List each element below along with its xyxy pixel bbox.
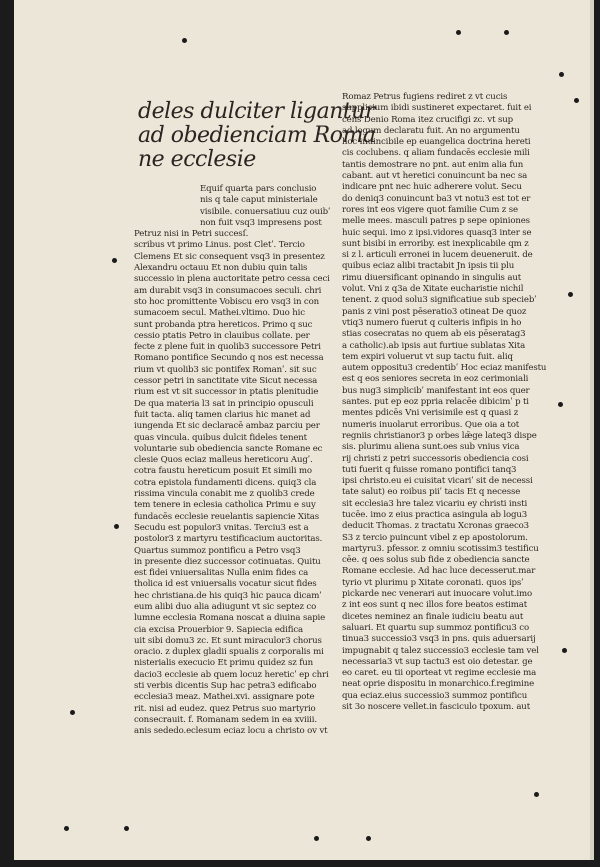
ink-speck bbox=[456, 30, 461, 35]
text-line: eo caret. eu tii oporteat vt regime ecclesie ma bbox=[342, 668, 537, 679]
text-line: lumne ecclesia Romana noscat a diuina sapie bbox=[134, 613, 326, 624]
ink-speck bbox=[562, 648, 567, 653]
text-line: regniis christianor3 p orbes lǣge lateq3 dispe bbox=[342, 430, 537, 441]
text-line: fundacēs ecclesie reuelantis sapiencie Xitas bbox=[134, 511, 320, 522]
text-line: dacio3 ecclesie ab quem locuz hereticʹ ep chri bbox=[134, 669, 329, 680]
text-line: neat oprie dispositu in monarchico.f.regimine bbox=[342, 679, 535, 690]
text-line: cabant. aut vt heretici conuincunt ba nec sa bbox=[342, 171, 528, 182]
text-line: successio in plena auctoritate petro cessa ceci bbox=[134, 274, 330, 285]
text-line: consecrauit. f. Romanam sedem in ea xviiii. bbox=[134, 714, 317, 725]
text-line: Equif quarta pars conclusio bbox=[200, 184, 317, 194]
text-line: quas vincula. quibus dulcit fideles tenent bbox=[134, 432, 307, 443]
text-line: rimu diuersificant opinando in singulis aut bbox=[342, 272, 522, 283]
text-line: rij christi z petri successoris obediencia cosi bbox=[342, 453, 529, 464]
heading-line: deles dulciter ligantur bbox=[138, 99, 375, 124]
ink-speck bbox=[559, 72, 564, 77]
heading-line: ne ecclesie bbox=[138, 147, 256, 172]
text-line: fecte z plene fuit in quolib3 successore Petri bbox=[134, 342, 321, 353]
text-line: cens Denio Roma itez crucifigi zc. vt sup bbox=[342, 114, 514, 125]
text-line: tantis demostrare no pnt. aut enim alia fun bbox=[342, 159, 524, 170]
text-line: voluntarie sub obediencia sancte Romane ec bbox=[134, 443, 323, 454]
right-column bbox=[342, 92, 568, 713]
text-line: tyrio vt plurimu p Xitate coronati. quos ipsʹ bbox=[342, 577, 524, 588]
text-line: Secudu est populor3 vnitas. Terciu3 est a bbox=[134, 522, 309, 533]
text-line: tate salut) eo roibus piiʹ tacis Et q necesse bbox=[342, 487, 521, 498]
text-line: tem tenere in eclesia catholica Primu e suy bbox=[134, 500, 316, 511]
text-line: sunt bisibi in erroriby. est inexplicabile qm z bbox=[342, 238, 529, 249]
text-line: Romane ecclesie. Ad hac luce decesserut.mar bbox=[342, 566, 536, 577]
text-line: z int eos sunt q nec illos fore beatos estimat bbox=[342, 600, 528, 611]
ink-speck bbox=[314, 836, 319, 841]
text-line: Quartus summoz pontificu a Petro vsq3 bbox=[134, 545, 301, 556]
text-line: melle mees. masculi patres p sepe opiniones bbox=[342, 216, 530, 227]
text-line: visibile. conuersatiuu cuz ouibʹ bbox=[200, 206, 331, 217]
text-line: oracio. z duplex gladii spualis z corporalis mi bbox=[134, 647, 324, 658]
text-line: do deniq3 conuincunt ba3 vt notu3 est tot er bbox=[342, 193, 531, 204]
text-line: santes. put ep eoz ppria relacēe dibicimʹ p ti bbox=[342, 397, 529, 408]
text-line: Alexandru octauu Et non dubiu quin talis bbox=[134, 263, 308, 274]
text-line: iungenda Et sic declaracē ambaz parciu per bbox=[134, 421, 320, 432]
text-line: Petruz nisi in Petri succesſ. bbox=[134, 229, 249, 240]
text-line: indicare pnt nec huic adherere volut. Secu bbox=[342, 182, 522, 193]
ink-speck bbox=[504, 30, 509, 35]
text-line: ecclesia3 meaz. Mathei.xvi. assignare pote bbox=[134, 692, 315, 703]
text-line: rores int eos vigere quot familie Cum z se bbox=[342, 204, 518, 215]
text-line: cotra epistola fundamenti dicens. quiq3 cla bbox=[134, 477, 317, 488]
text-line: rit. nisi ad eudez. quez Petrus suo martyrio bbox=[134, 703, 316, 714]
text-line: autem oppositu3 credentibʹ Hoc eciaz manifestu bbox=[342, 363, 547, 374]
text-line: clesie Quos eciaz malleus hereticoru Augʹ. bbox=[134, 455, 313, 466]
text-line: postolor3 z martyru testificacium auctoritas. bbox=[134, 534, 323, 545]
text-line: mentes pdicēs Vni verisimile est q quasi z bbox=[342, 408, 519, 419]
ink-speck bbox=[558, 402, 563, 407]
text-line: sis. plurimu aliena sunt.oes sub vnius vica bbox=[342, 442, 520, 453]
text-line: cia excisa Prouerbior 9. Sapiecia edifica bbox=[134, 624, 303, 635]
ink-speck bbox=[64, 826, 69, 831]
text-line: a catholic).ab ipsis aut furtiue sublatas Xita bbox=[342, 340, 526, 351]
text-line: sit ecclesia3 hre talez vicariu ey christi insti bbox=[342, 498, 528, 509]
text-line: uit sibi domu3 zc. Et sunt miraculor3 chorus bbox=[134, 635, 322, 646]
text-line: qua eciaz.eius successio3 summoz pontificu bbox=[342, 690, 528, 701]
text-line: tinua3 successio3 vsq3 in pns. quis aduersarij bbox=[342, 634, 536, 645]
text-line: deducit Thomas. z tractatu Xcronas graeco3 bbox=[342, 521, 529, 532]
text-line: sto hoc promittente Vobiscu ero vsq3 in con bbox=[134, 296, 319, 307]
text-line: rium vt quolib3 sic pontifex Romanʹ. sit suc bbox=[134, 364, 317, 375]
text-line: panis z vini post pēseratio3 otineat De quoz bbox=[342, 306, 527, 317]
text-line: hec christiana.de his quiq3 hic pauca dicamʹ bbox=[134, 590, 322, 601]
text-line: S3 z tercio puincunt vibel z ep apostolorum. bbox=[342, 532, 528, 543]
text-line: cessio ptatis Petro in clauibus collate. per bbox=[134, 330, 310, 341]
text-line: volut. Vni z q3a de Xitate eucharistie nichil bbox=[342, 284, 524, 295]
ink-speck bbox=[568, 292, 573, 297]
text-line: huic sequi. imo z ipsi.vidores quasq3 inter se bbox=[342, 227, 532, 238]
text-line: De qua materia l3 sat in principio opusculi bbox=[134, 398, 314, 409]
text-line: dicetes neminez an finale iudiciu beatu aut bbox=[342, 611, 524, 622]
text-line: tuti fuerit q fuisse romano pontifici tanq3 bbox=[342, 464, 517, 475]
text-line: pickarde nec venerari aut inuocare volut.imo bbox=[342, 589, 533, 600]
chapter-heading bbox=[138, 99, 376, 172]
text-line: est q eos seniores secreta in eoz cerimoniali bbox=[342, 374, 529, 385]
ink-speck bbox=[124, 826, 129, 831]
text-line: si z l. articuli erronei in lucem deueneruit. de bbox=[342, 250, 533, 261]
ink-speck bbox=[112, 258, 117, 263]
heading-line: ad obedienciam Roma bbox=[138, 123, 376, 148]
text-line: stias cosecratas no quem ab eis pēseratag3 bbox=[342, 329, 526, 340]
ink-speck bbox=[182, 38, 187, 43]
text-line: necessaria3 vt sup tactu3 est oio detestar. ge bbox=[342, 656, 533, 667]
text-line: quibus eciaz alibi tractabit Jn ipsis tii plu bbox=[342, 261, 515, 272]
text-line: nis q tale caput ministeriale bbox=[200, 195, 318, 206]
left-column bbox=[134, 96, 376, 738]
text-line: martyru3. pfessor. z omniu scotissim3 testificu bbox=[342, 543, 539, 554]
text-line: non fuit vsq3 impresens post bbox=[200, 217, 322, 228]
text-line: Clemens Et sic consequent vsq3 in presentez bbox=[134, 251, 325, 262]
text-line: tholica id est vniuersalis vocatur sicut fides bbox=[134, 579, 317, 590]
text-line: ipsi christo.eu ei cuisitat vicariʹ sit de necessi bbox=[342, 476, 533, 487]
text-line: supplicium ibidi sustineret expectaret. fuit ei bbox=[342, 103, 532, 114]
text-line: in presente diez successor cotinuatas. Quitu bbox=[134, 556, 321, 567]
paper-leaf bbox=[14, 0, 594, 860]
text-line: eum alibi duo alia adiugunt vt sic septez co bbox=[134, 601, 317, 612]
ink-speck bbox=[366, 836, 371, 841]
text-line: est fidei vniuersalitas Nulla enim fides ca bbox=[134, 568, 309, 579]
ink-speck bbox=[70, 710, 75, 715]
text-line: am durabit vsq3 in consumacoes seculi. chri bbox=[134, 285, 322, 296]
text-line: Romano pontifice Secundo q nos est necessa bbox=[134, 353, 324, 364]
text-line: anis sededo.eclesum eciaz locu a christo ov vt bbox=[134, 726, 328, 737]
text-line: sumacoem secul. Mathei.vltimo. Duo hic bbox=[134, 308, 305, 319]
text-line: tenent. z quod solu3 significatiue sub speciebʹ bbox=[342, 295, 537, 306]
text-line: cotra faustu hereticum posuit Et simili mo bbox=[134, 466, 312, 477]
text-line: bus nug3 simplicibʹ manifestant int eos quer bbox=[342, 385, 530, 396]
text-line: rium est vt sit successor in ptatis plenitudie bbox=[134, 387, 319, 398]
text-line: rissima vincula conabit me z quolib3 crede bbox=[134, 489, 315, 500]
indented-opening bbox=[134, 184, 349, 229]
text-line: numeris inuolarut erroribus. Que oia a tot bbox=[342, 419, 520, 430]
ink-speck bbox=[534, 792, 539, 797]
text-line: vtiq3 numero fuerut q culteris infipis in ho bbox=[342, 317, 522, 328]
text-line: scribus vt primo Linus. post Cletʹ. Tercio bbox=[134, 240, 305, 251]
text-line: sti verbis dicentis Sup hac petra3 edificabo bbox=[134, 681, 317, 692]
left-column-text bbox=[134, 229, 349, 737]
ink-speck bbox=[114, 524, 119, 529]
text-line: Romaz Petrus fugiens rediret z vt cucis bbox=[342, 92, 508, 102]
text-line: saluari. Et quartu sup summoz pontificu3 co bbox=[342, 622, 529, 633]
text-line: nisterialis execucio Et primu quidez sz fun bbox=[134, 658, 314, 669]
text-line: cessor petri in sanctitate vite Sicut necessa bbox=[134, 376, 318, 387]
text-line: cis coclubens. q aliam fundacēs ecclesie mili bbox=[342, 148, 530, 159]
text-line: tucēe. imo z eius practica asingula ab logu3 bbox=[342, 509, 528, 520]
text-line: sunt probanda ptra hereticos. Primo q suc bbox=[134, 319, 313, 330]
text-line: cēe. q oes solus sub fide z obediencia sancte bbox=[342, 555, 530, 566]
text-line: hoc inuincibile ep euangelica doctrina hereti bbox=[342, 137, 531, 148]
text-line: sit 3o noscere vellet.in fasciculo tpoxum. aut bbox=[342, 702, 530, 713]
text-line: ad logum declaratu fuit. An no argumentu bbox=[342, 125, 520, 136]
text-line: tem expiri voluerut vt sup tactu fuit. aliq bbox=[342, 351, 513, 362]
text-line: fuit tacta. aliq tamen clarius hic manet ad bbox=[134, 409, 311, 420]
ink-speck bbox=[574, 98, 579, 103]
text-line: impugnabit q talez successio3 ecclesie tam vel bbox=[342, 645, 539, 656]
